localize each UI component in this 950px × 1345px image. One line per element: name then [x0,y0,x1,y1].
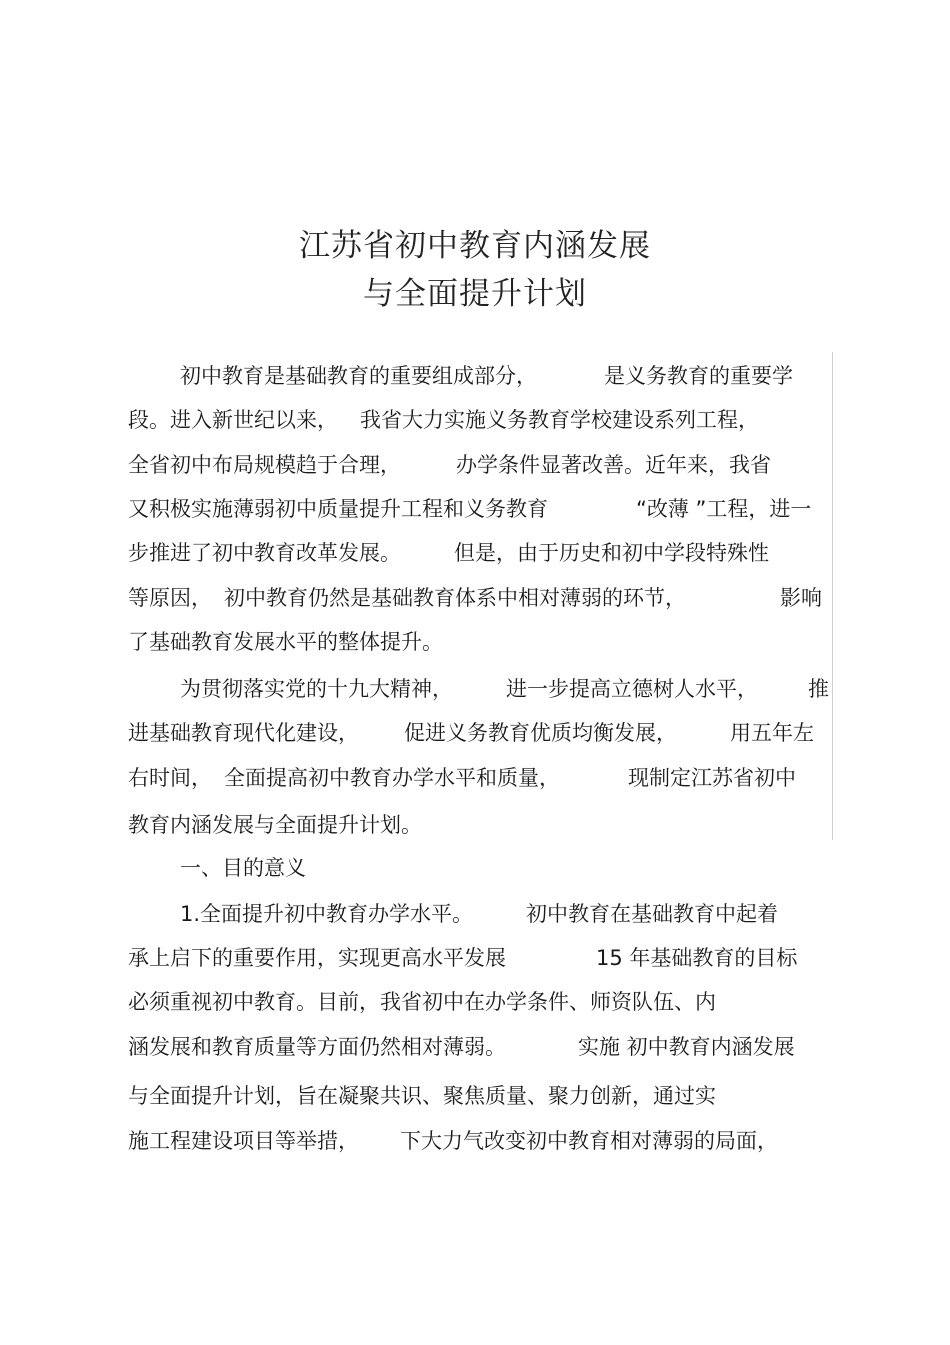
text-segment: 右时间， [128,766,212,790]
paragraph-1-line-6 [128,583,828,613]
text-segment: 为贯彻落实党的十九大精神， [180,677,453,701]
text-segment: 15 年基础教育的目标 [596,946,798,970]
paragraph-1-line-5 [128,538,828,568]
text-segment: 施工程建设项目等举措， [128,1129,359,1153]
text-segment: 初中教育仍然是基础教育体系中相对薄弱的环节， [224,586,686,610]
margin-rule [832,352,833,840]
text-segment: 用五年左 [730,721,814,745]
text-segment: 教育内涵发展与全面提升计划。 [128,813,422,837]
text-segment: 下大力气改变初中教育相对薄弱的局面， [400,1129,778,1153]
text-segment: 全省初中布局规模趋于合理， [128,453,401,477]
text-segment: 初中教育是基础教育的重要组成部分， [180,364,537,388]
paragraph-1-line-3 [128,450,828,480]
text-segment: 实施 初中教育内涵发展 [578,1035,795,1059]
text-segment: 现制定江苏省初中 [628,766,796,790]
section-heading [128,853,828,883]
text-segment: 1.全面提升初中教育办学水平。 [180,902,474,926]
text-segment: 等原因， [128,586,212,610]
text-segment: 影响 [780,586,822,610]
text-segment: 是义务教育的重要学 [604,364,793,388]
text-segment: 必须重视初中教育。目前，我省初中在办学条件、师资队伍、内 [128,990,716,1014]
paragraph-1-line-4 [128,494,828,524]
paragraph-2-line-3 [128,763,828,793]
paragraph-3-line-6 [128,1126,828,1156]
paragraph-3-line-3 [128,987,828,1017]
paragraph-1-line-7 [128,627,828,657]
text-segment: 了基础教育发展水平的整体提升。 [128,630,443,654]
document-title-line-1: 江苏省初中教育内涵发展 [299,228,651,264]
text-segment: 推 [808,677,829,701]
text-segment: 进基础教育现代化建设， [128,721,359,745]
text-segment: 与全面提升计划，旨在凝聚共识、聚焦质量、聚力创新，通过实 [128,1084,716,1108]
text-segment: 进一步提高立德树人水平， [506,677,758,701]
paragraph-2-line-2 [128,718,828,748]
text-segment: 但是，由于历史和初中学段特殊性 [454,541,769,565]
paragraph-2-line-1 [128,674,828,704]
paragraph-3-line-4 [128,1032,828,1062]
paragraph-3-line-2 [128,943,828,973]
text-segment: 承上启下的重要作用，实现更高水平发展 [128,946,506,970]
text-segment: 段。进入新世纪以来， [128,408,338,432]
section-heading-text: 一、目的意义 [180,856,306,880]
paragraph-2-line-4 [128,810,828,840]
text-segment: 办学条件显著改善。近年来，我省 [456,453,771,477]
text-segment: 促进义务教育优质均衡发展， [404,721,677,745]
paragraph-3-line-1 [128,899,828,929]
text-segment: 步推进了初中教育改革发展。 [128,541,401,565]
text-segment: 又积极实施薄弱初中质量提升工程和义务教育 [128,497,548,521]
text-segment: 涵发展和教育质量等方面仍然相对薄弱。 [128,1035,506,1059]
text-segment: 初中教育在基础教育中起着 [526,902,778,926]
text-segment: “改薄 ”工程，进一 [636,497,812,521]
paragraph-3-line-5 [128,1081,828,1111]
paragraph-1-line-1 [128,361,828,391]
text-segment: 全面提高初中教育办学水平和质量， [224,766,560,790]
text-segment: 我省大力实施义务教育学校建设系列工程， [360,408,759,432]
document-title-line-2: 与全面提升计划 [363,276,587,312]
paragraph-1-line-2 [128,405,828,435]
